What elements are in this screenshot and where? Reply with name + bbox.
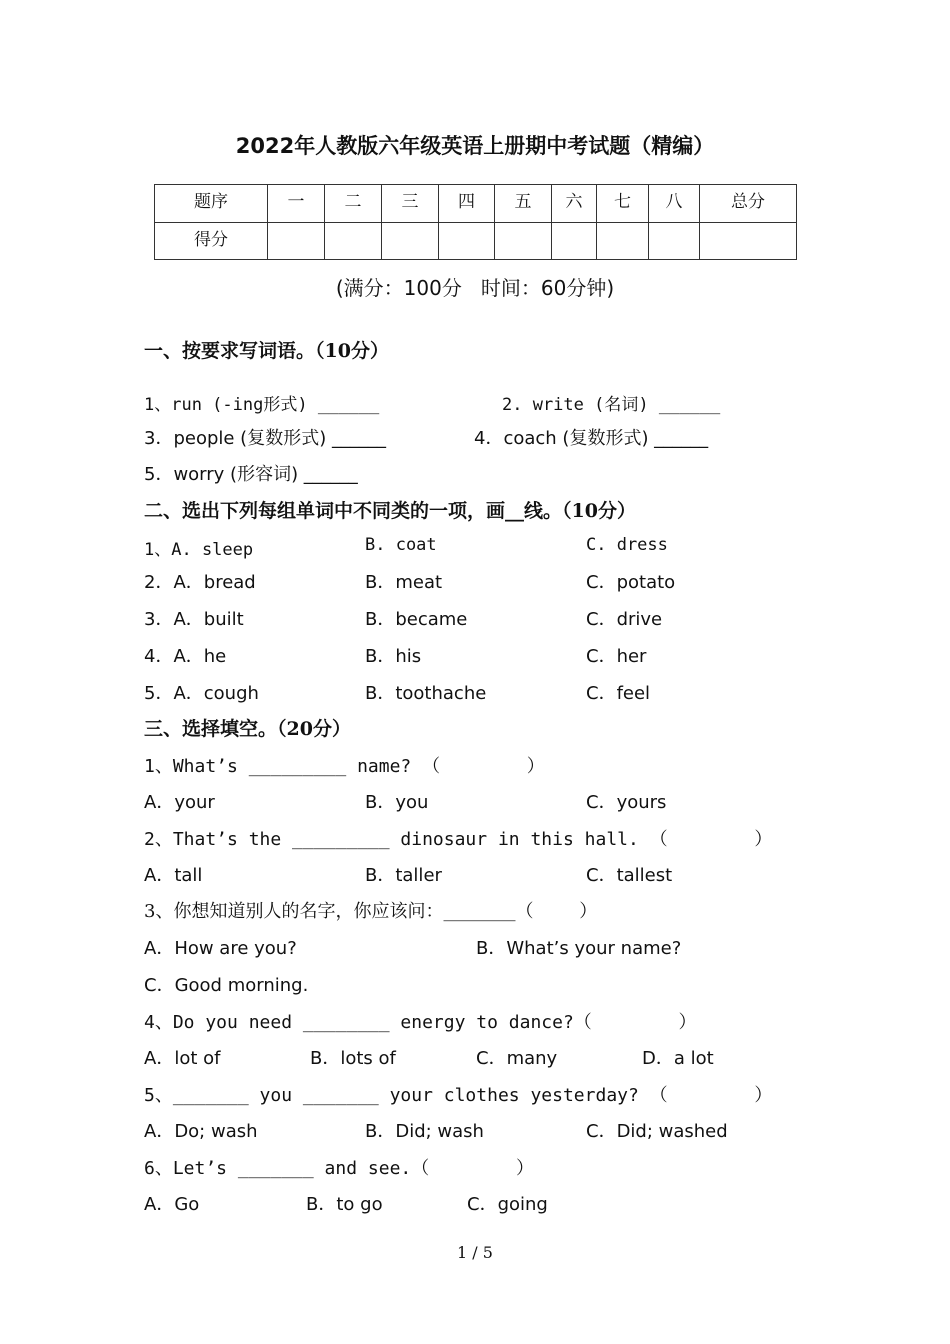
- section3-question-stem: 2、That’s the _________ dinosaur in this hall. （ ）: [144, 829, 773, 850]
- page-title: 2022年人教版六年级英语上册期中考试题（精编）: [235, 134, 715, 158]
- score-cell: [495, 222, 552, 260]
- section3-option: C．tallest: [586, 865, 673, 886]
- score-cell: [268, 222, 325, 260]
- score-cell: [439, 222, 495, 260]
- section2-option: C．feel: [586, 683, 651, 704]
- score-header-cell: 六: [552, 185, 597, 223]
- score-cell: [325, 222, 382, 260]
- section2-option: C．potato: [586, 572, 676, 593]
- section2-option: 5．A．cough: [144, 683, 259, 704]
- score-header-cell: 七: [597, 185, 649, 223]
- section3-option: C．many: [476, 1048, 558, 1069]
- section3-option: C．Good morning.: [144, 975, 309, 996]
- section3-question-stem: 1、What’s _________ name? （ ）: [144, 756, 545, 777]
- section1-question: 5．worry (形容词) ______: [144, 464, 358, 485]
- score-header-cell: 二: [325, 185, 382, 223]
- section3-question-stem: 6、Let’s _______ and see.（ ）: [144, 1158, 534, 1179]
- section3-option: B．lots of: [310, 1048, 396, 1069]
- section3-option: A．your: [144, 792, 215, 813]
- section3-question-stem: 4、Do you need ________ energy to dance?（ ）: [144, 1012, 697, 1033]
- section2-option: B．toothache: [365, 683, 487, 704]
- section2-option: C．her: [586, 646, 647, 667]
- score-cell: [649, 222, 700, 260]
- section3-question-stem: 5、_______ you _______ your clothes yesterday? （ ）: [144, 1085, 773, 1106]
- score-header-cell: 八: [649, 185, 700, 223]
- score-header-cell: 四: [439, 185, 495, 223]
- score-header-cell: 题序: [155, 185, 268, 223]
- section1-question: 4．coach (复数形式) ______: [474, 428, 709, 449]
- section3-option: B．you: [365, 792, 429, 813]
- section2-option: C. dress: [586, 535, 668, 555]
- section3-option: A．lot of: [144, 1048, 221, 1069]
- section2-option: 2．A．bread: [144, 572, 256, 593]
- section2-option: 1、A. sleep: [144, 540, 254, 560]
- section3-option: A．Go: [144, 1194, 200, 1215]
- score-cell: [597, 222, 649, 260]
- section1-heading: 一、按要求写词语。（10分）: [144, 340, 389, 362]
- section2-option: B．his: [365, 646, 422, 667]
- section3-question-stem: 3、你想知道别人的名字，你应该问：________（ ）: [144, 901, 598, 922]
- section2-option: 4．A．he: [144, 646, 227, 667]
- section2-option: B. coat: [365, 535, 437, 555]
- section3-heading: 三、选择填空。（20分）: [144, 718, 351, 740]
- score-cell: [700, 222, 797, 260]
- section3-option: B．taller: [365, 865, 442, 886]
- section3-option: B．to go: [306, 1194, 383, 1215]
- section1-question: 3．people (复数形式) ______: [144, 428, 386, 449]
- exam-info: (满分：100分 时间：60分钟): [335, 276, 615, 300]
- score-table: [154, 184, 797, 260]
- score-header-cell: 总分: [700, 185, 797, 223]
- section1-question: 1、run (-ing形式) ______: [144, 395, 380, 415]
- score-header-cell: 三: [382, 185, 439, 223]
- score-cell: [382, 222, 439, 260]
- score-header-cell: 一: [268, 185, 325, 223]
- section1-question: 2. write (名词) ______: [502, 395, 721, 415]
- score-table-score-row: [155, 222, 797, 260]
- section3-option: B．Did; wash: [365, 1121, 484, 1142]
- section3-option: A．tall: [144, 865, 203, 886]
- section3-option: C．yours: [586, 792, 667, 813]
- score-cell: [552, 222, 597, 260]
- score-row-label: 得分: [155, 222, 268, 260]
- score-table-header-row: [155, 185, 797, 223]
- section2-option: B．became: [365, 609, 468, 630]
- section3-option: C．Did; washed: [586, 1121, 728, 1142]
- section2-heading: 二、选出下列每组单词中不同类的一项，画__线。（10分）: [144, 500, 636, 522]
- section2-option: 3．A．built: [144, 609, 244, 630]
- section3-option: D．a lot: [642, 1048, 714, 1069]
- page-number: 1 / 5: [457, 1243, 493, 1262]
- section3-option: A．How are you?: [144, 938, 297, 959]
- section3-option: B．What’s your name?: [476, 938, 682, 959]
- section2-option: C．drive: [586, 609, 663, 630]
- score-header-cell: 五: [495, 185, 552, 223]
- section3-option: A．Do; wash: [144, 1121, 258, 1142]
- section2-option: B．meat: [365, 572, 443, 593]
- section3-option: C．going: [467, 1194, 548, 1215]
